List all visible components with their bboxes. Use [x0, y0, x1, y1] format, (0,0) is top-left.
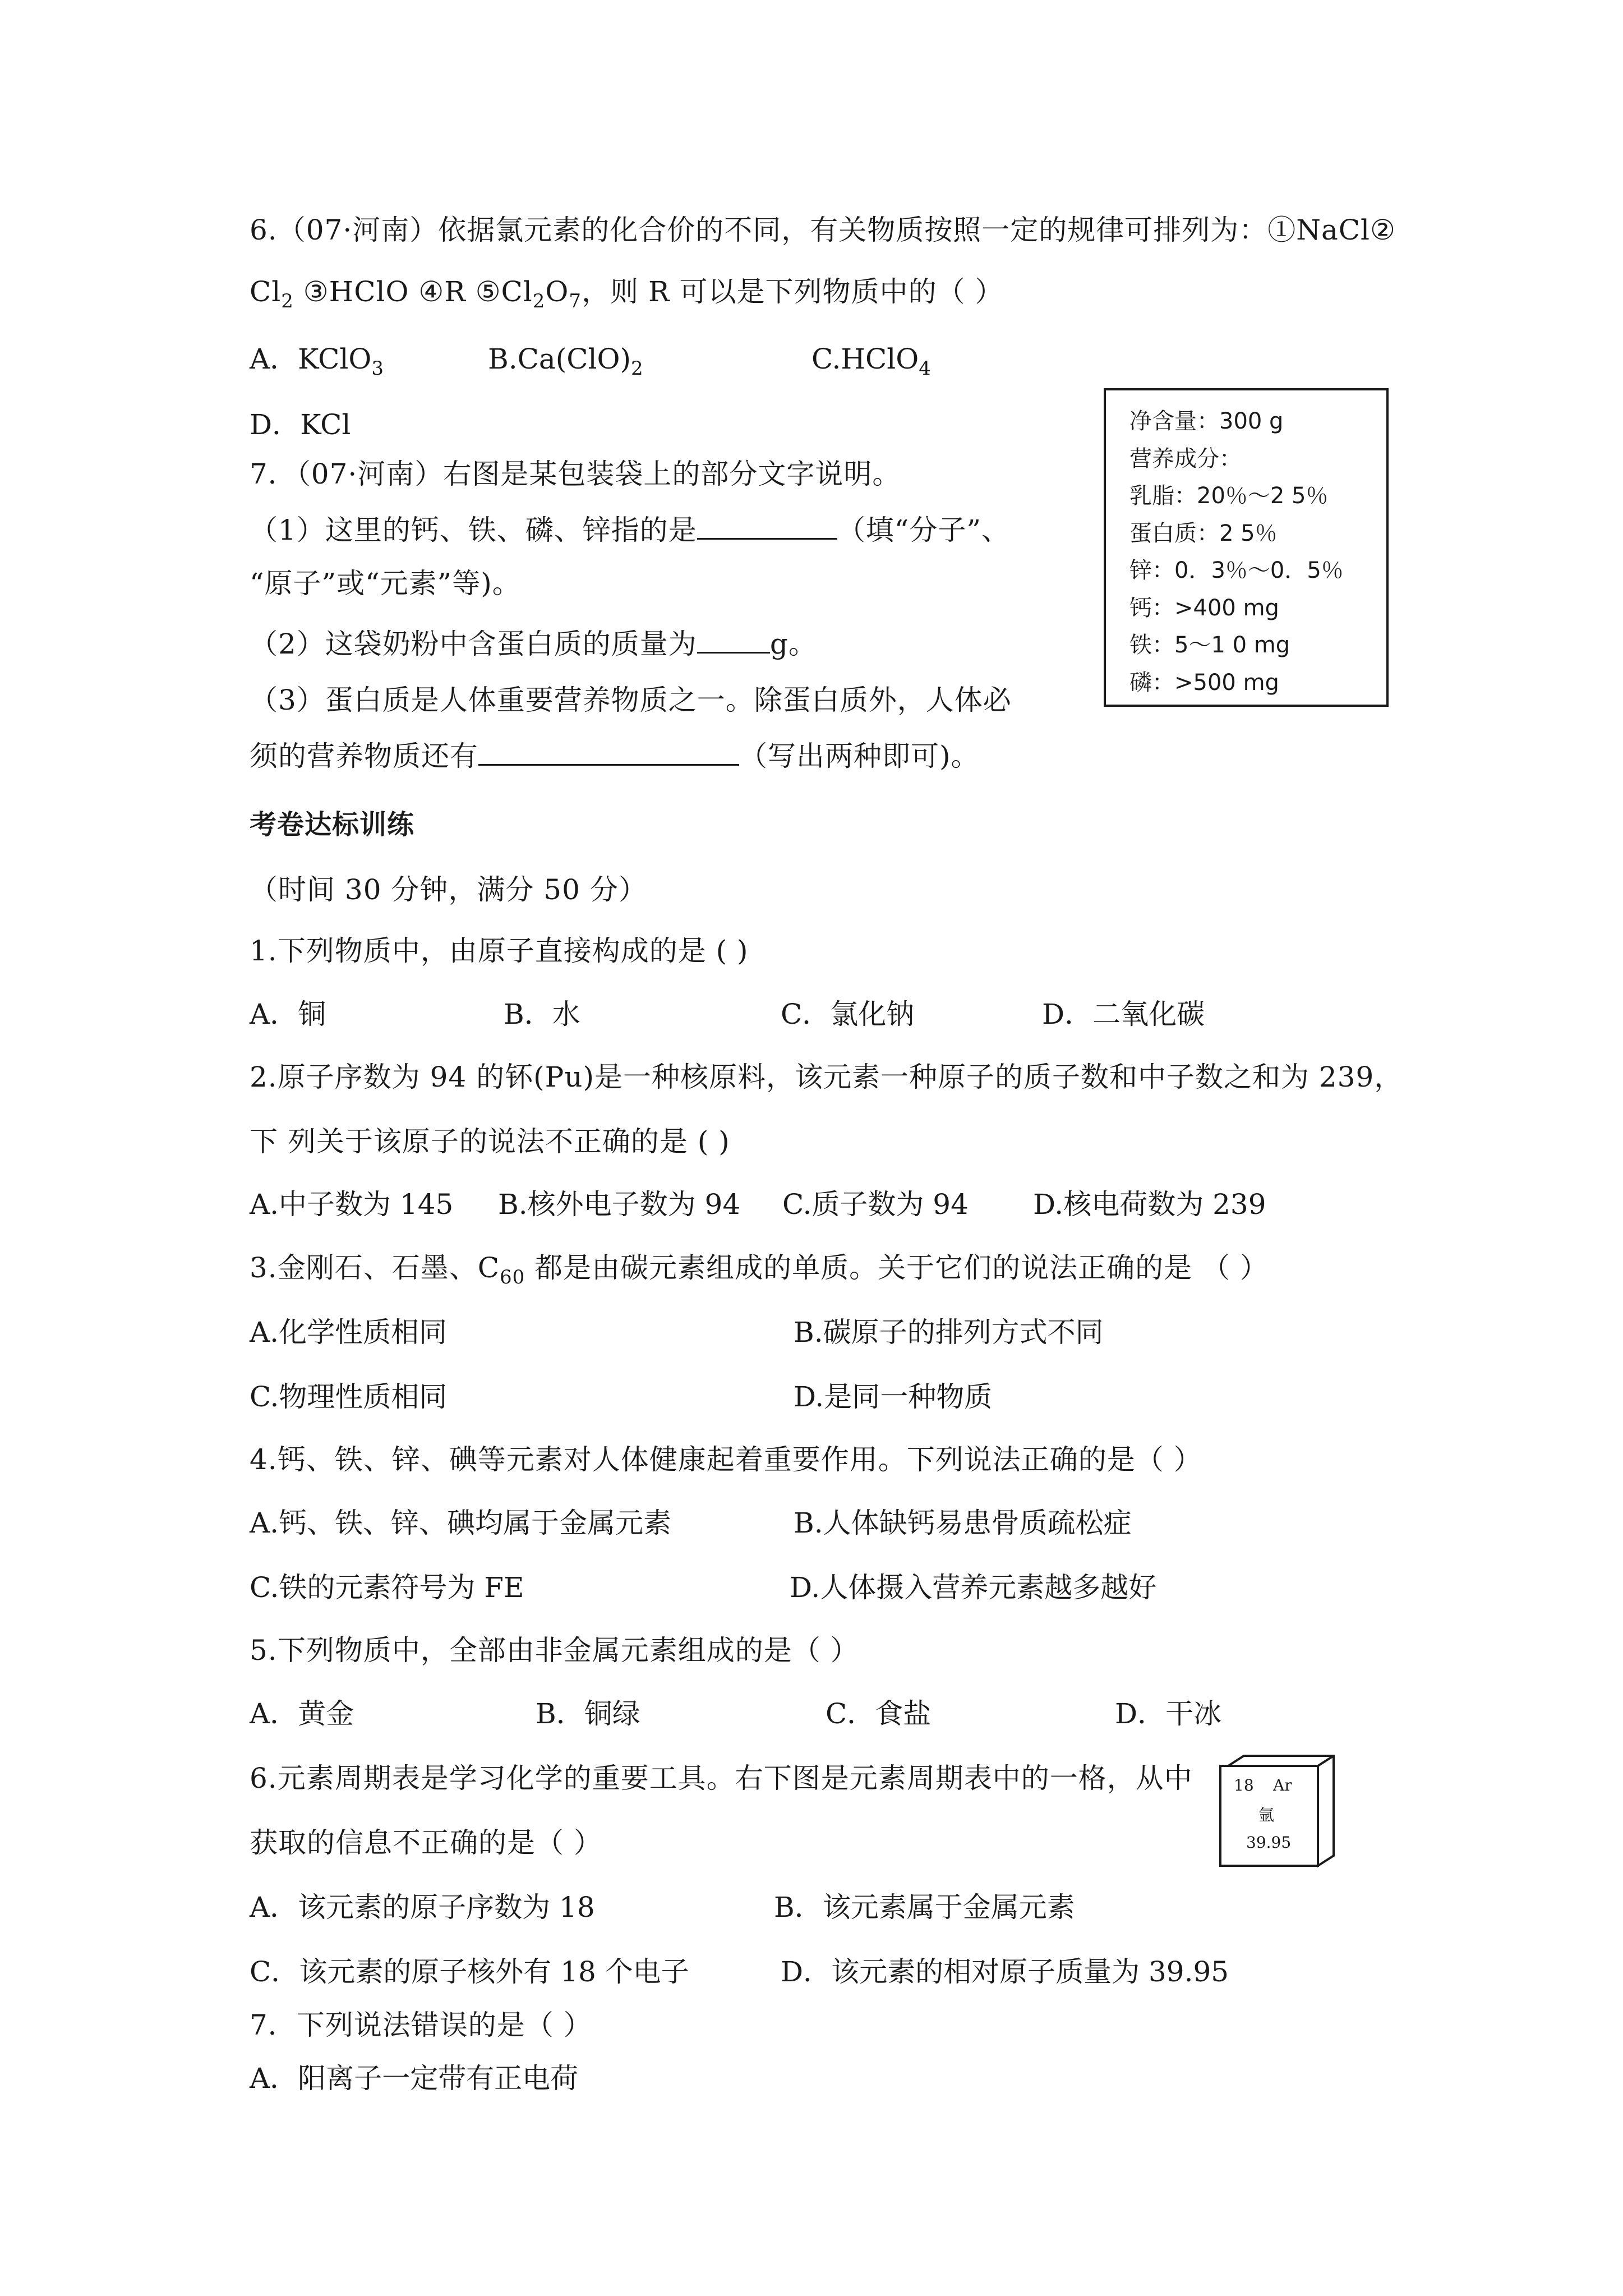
option-text: A．KClO [250, 343, 372, 375]
formula-cl: Cl [250, 275, 282, 308]
q6-line2 [250, 275, 1004, 312]
question-text: 须的营养物质还有 [250, 740, 478, 772]
s2-q1-option-c: C．氯化钠 [781, 998, 915, 1030]
s2-q4-option-c: C.铁的元素符号为 FE [250, 1571, 524, 1604]
q7-stem: 7．（07·河南）右图是某包装袋上的部分文字说明。 [250, 458, 901, 490]
s2-q6-line1: 6.元素周期表是学习化学的重要工具。右下图是元素周期表中的一格，从中 [250, 1762, 1193, 1795]
section-heading: 考卷达标训练 [250, 809, 415, 840]
s2-q7-stem: 7．下列说法错误的是（ ） [250, 2009, 592, 2041]
s2-q4-option-b: B.人体缺钙易患骨质疏松症 [794, 1507, 1132, 1539]
label-nutrients-heading: 营养成分： [1129, 445, 1242, 472]
answer-blank[interactable] [697, 513, 837, 540]
question-text: 都是由碳元素组成的单质。关于它们的说法正确的是 （ ） [525, 1251, 1269, 1284]
q7-part2 [250, 627, 817, 661]
s2-q5-option-b: B．铜绿 [536, 1697, 640, 1730]
answer-blank[interactable] [478, 739, 739, 766]
question-text: （填“分子”、 [837, 514, 1010, 546]
s2-q6-option-b: B．该元素属于金属元素 [774, 1891, 1075, 1924]
s2-q4-option-a: A.钙、铁、锌、碘均属于金属元素 [250, 1507, 672, 1539]
q6-line1: 6.（07·河南）依据氯元素的化合价的不同，有关物质按照一定的规律可排列为：①NaCl② [250, 214, 1396, 246]
option-text: C.HClO [811, 343, 919, 375]
label-calcium: 钙：>400 mg [1129, 595, 1279, 621]
cell-atomic-mass: 39.95 [1246, 1833, 1292, 1852]
q6-option-a [250, 342, 384, 380]
s2-q1-option-a: A．铜 [250, 998, 326, 1030]
s2-q2-option-c: C.质子数为 94 [782, 1188, 969, 1221]
s2-q3-option-d: D.是同一种物质 [794, 1381, 993, 1413]
s2-q6-option-c: C．该元素的原子核外有 18 个电子 [250, 1955, 689, 1988]
q7-part3-cont [250, 739, 980, 773]
s2-q2-option-a: A.中子数为 145 [250, 1188, 454, 1221]
question-text: （2）这袋奶粉中含蛋白质的质量为 [250, 628, 697, 660]
question-text: ，则 R 可以是下列物质中的（ ） [582, 275, 1004, 308]
q6-option-c [811, 342, 931, 380]
subscript: 4 [919, 357, 931, 380]
nutrition-label-box [1104, 388, 1389, 707]
s2-q6-line2: 获取的信息不正确的是（ ） [250, 1826, 602, 1859]
label-protein: 蛋白质：2 5％ [1129, 520, 1278, 546]
periodic-cell-box-icon [1217, 1755, 1335, 1872]
label-phosphorus: 磷：>500 mg [1129, 669, 1279, 696]
q6-option-d: D．KCl [250, 408, 351, 441]
subscript: 7 [569, 290, 582, 312]
subscript: 2 [281, 290, 294, 312]
question-text: （写出两种即可)。 [739, 740, 980, 772]
s2-q2-line1: 2.原子序数为 94 的钚(Pu)是一种核原料，该元素一种原子的质子数和中子数之和为 239， [250, 1061, 1403, 1093]
q7-part1-cont: “原子”或“元素”等)。 [250, 567, 521, 600]
option-text: B.Ca(ClO) [488, 343, 631, 375]
s2-q6-option-d: D．该元素的相对原子质量为 39.95 [781, 1955, 1229, 1988]
s2-q2-line2: 下 列关于该原子的说法不正确的是 ( ) [250, 1125, 730, 1158]
s2-q6-option-a: A．该元素的原子序数为 18 [250, 1891, 595, 1924]
label-milk-fat: 乳脂：20％～2 5％ [1129, 483, 1329, 509]
s2-q3-option-b: B.碳原子的排列方式不同 [794, 1316, 1104, 1349]
subscript: 2 [630, 357, 643, 380]
formula-text: ③HClO ④R ⑤Cl [293, 275, 533, 308]
q6-option-b [488, 342, 643, 380]
formula-text: O [545, 275, 569, 308]
question-text: 3.金刚石、石墨、C [250, 1251, 500, 1284]
s2-q5-stem: 5.下列物质中，全部由非金属元素组成的是（ ） [250, 1634, 859, 1667]
s2-q5-option-d: D．干冰 [1115, 1697, 1222, 1730]
q7-part3: （3）蛋白质是人体重要营养物质之一。除蛋白质外，人体必 [250, 684, 1012, 716]
periodic-table-cell [1217, 1755, 1335, 1872]
cell-element-name: 氩 [1258, 1806, 1275, 1824]
s2-q7-option-a: A．阳离子一定带有正电荷 [250, 2062, 579, 2095]
subscript: 2 [532, 290, 546, 312]
s2-q4-option-d: D.人体摄入营养元素越多越好 [790, 1571, 1157, 1604]
s2-q5-option-c: C．食盐 [826, 1697, 932, 1730]
s2-q3-option-a: A.化学性质相同 [250, 1316, 448, 1349]
time-limit: （时间 30 分钟，满分 50 分） [250, 873, 647, 906]
s2-q4-stem: 4.钙、铁、锌、碘等元素对人体健康起着重要作用。下列说法正确的是（ ） [250, 1443, 1202, 1476]
question-text: （1）这里的钙、铁、磷、锌指的是 [250, 514, 697, 546]
s2-q2-option-b: B.核外电子数为 94 [498, 1188, 741, 1221]
label-iron: 铁：5～1 0 mg [1129, 632, 1290, 658]
s2-q3-stem [250, 1251, 1269, 1289]
cell-element-symbol: Ar [1273, 1776, 1292, 1795]
q7-part1 [250, 513, 1010, 547]
s2-q1-stem: 1.下列物质中，由原子直接构成的是 ( ) [250, 935, 749, 967]
label-zinc: 锌：0．3％～0．5％ [1129, 558, 1344, 583]
subscript: 3 [371, 357, 384, 380]
s2-q1-option-d: D．二氧化碳 [1042, 998, 1205, 1030]
s2-q1-option-b: B．水 [504, 998, 580, 1030]
s2-q2-option-d: D.核电荷数为 239 [1033, 1188, 1266, 1221]
question-text: g。 [769, 628, 817, 660]
s2-q5-option-a: A．黄金 [250, 1697, 354, 1730]
s2-q3-option-c: C.物理性质相同 [250, 1381, 448, 1413]
answer-blank[interactable] [697, 627, 770, 654]
subscript: 60 [499, 1266, 525, 1289]
label-net-weight: 净含量：300 g [1129, 408, 1284, 434]
cell-atomic-number: 18 [1234, 1776, 1254, 1795]
